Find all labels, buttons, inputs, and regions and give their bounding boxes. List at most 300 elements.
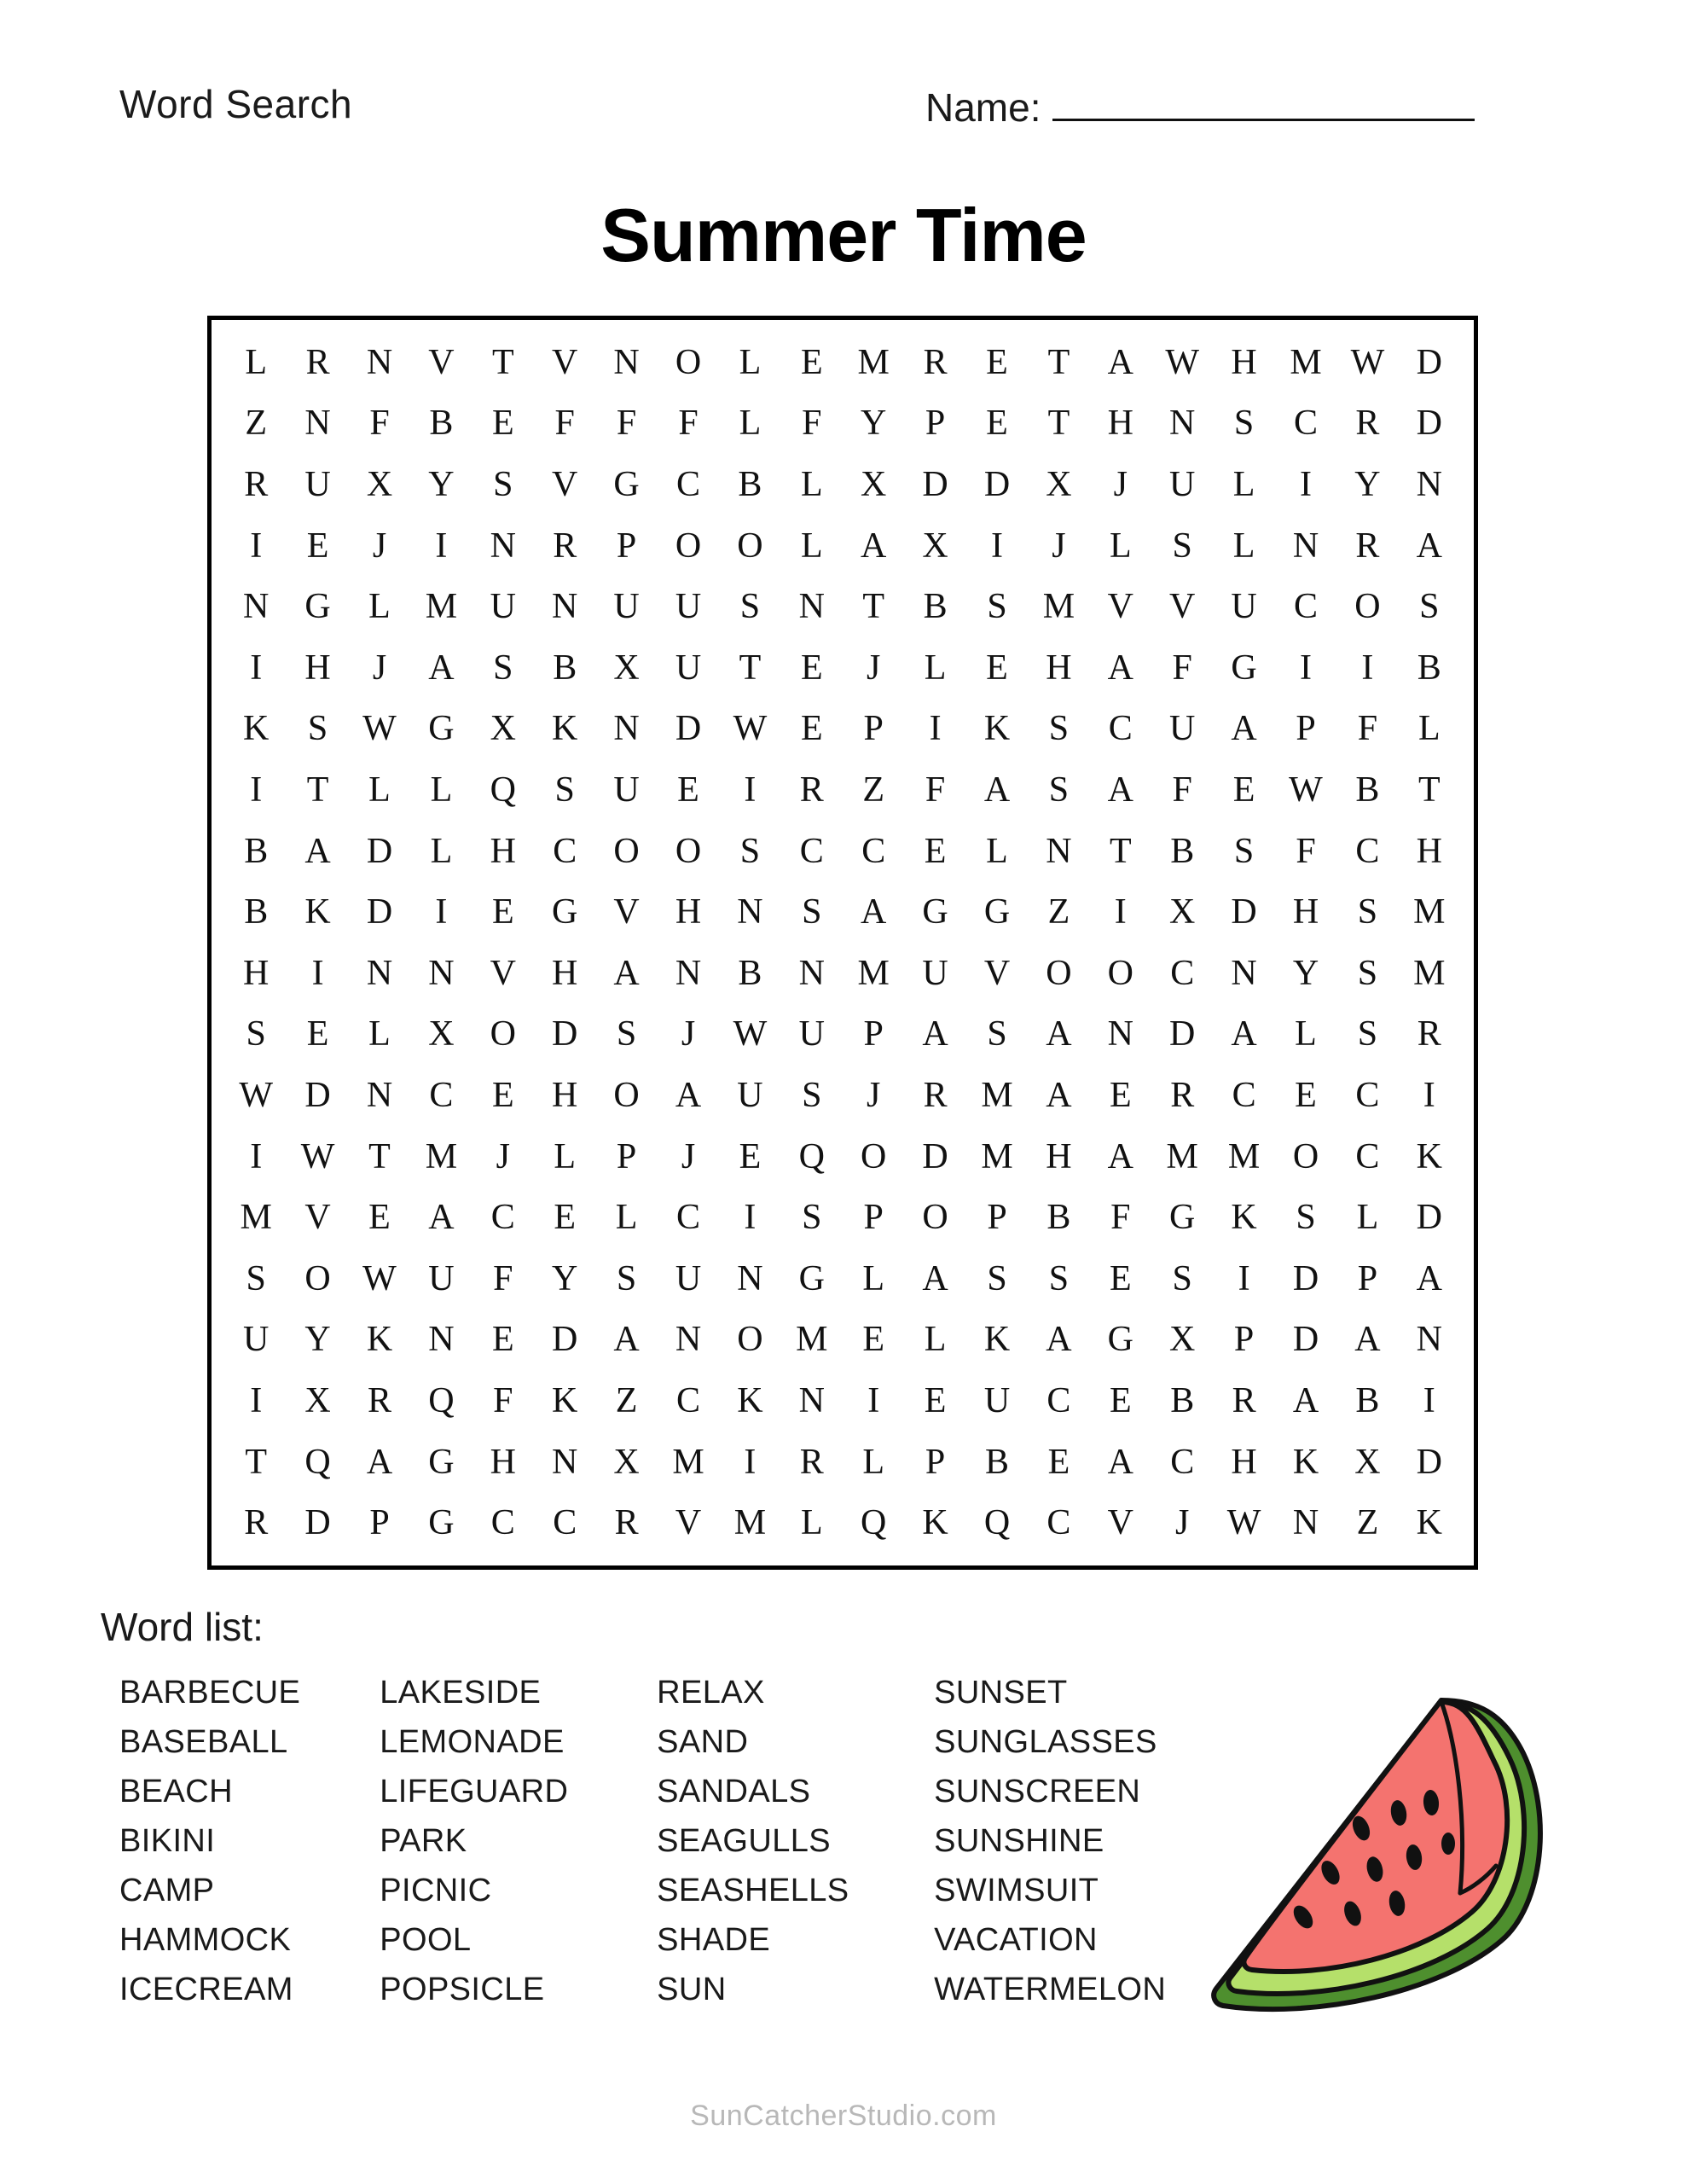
grid-cell[interactable]: K xyxy=(1292,1442,1319,1482)
grid-cell[interactable]: B xyxy=(1046,1198,1071,1238)
grid-cell[interactable]: N xyxy=(304,404,331,444)
grid-cell[interactable]: R xyxy=(1417,1014,1441,1054)
grid-cell[interactable]: N xyxy=(428,1320,455,1360)
grid-cell[interactable]: Z xyxy=(615,1380,638,1420)
grid-cell[interactable]: Y xyxy=(428,464,455,504)
grid-cell[interactable]: F xyxy=(1357,709,1378,749)
grid-cell[interactable]: A xyxy=(304,831,331,871)
grid-cell[interactable]: Q xyxy=(304,1442,331,1482)
grid-cell[interactable]: U xyxy=(428,1258,455,1298)
grid-cell[interactable]: A xyxy=(922,1258,948,1298)
grid-cell[interactable]: W xyxy=(362,1258,397,1298)
grid-cell[interactable]: E xyxy=(739,1136,762,1176)
grid-cell[interactable]: X xyxy=(304,1380,331,1420)
grid-cell[interactable]: C xyxy=(1293,587,1318,627)
grid-cell[interactable]: R xyxy=(1170,1075,1195,1115)
grid-cell[interactable]: P xyxy=(925,1442,946,1482)
grid-cell[interactable]: N xyxy=(552,587,578,627)
grid-cell[interactable]: R xyxy=(799,1442,824,1482)
grid-cell[interactable]: C xyxy=(675,1380,700,1420)
grid-cell[interactable]: S xyxy=(1419,587,1440,627)
grid-cell[interactable]: L xyxy=(1232,464,1255,504)
word-list-item[interactable]: SUNGLASSES xyxy=(934,1724,1157,1760)
grid-cell[interactable]: Z xyxy=(1356,1503,1379,1543)
word-list-item[interactable]: SHADE xyxy=(657,1922,771,1958)
grid-cell[interactable]: F xyxy=(554,404,575,444)
grid-cell[interactable]: N xyxy=(366,953,393,993)
grid-cell[interactable]: A xyxy=(1416,526,1442,566)
grid-cell[interactable]: A xyxy=(1416,1258,1442,1298)
grid-cell[interactable]: R xyxy=(1232,1380,1256,1420)
grid-cell[interactable]: L xyxy=(368,770,391,810)
grid-cell[interactable]: I xyxy=(435,892,448,932)
grid-cell[interactable]: I xyxy=(1423,1380,1435,1420)
grid-cell[interactable]: F xyxy=(802,404,822,444)
grid-cell[interactable]: X xyxy=(613,1442,640,1482)
grid-cell[interactable]: A xyxy=(366,1442,393,1482)
grid-cell[interactable]: K xyxy=(1416,1503,1442,1543)
grid-cell[interactable]: V xyxy=(613,892,640,932)
grid-cell[interactable]: L xyxy=(368,1014,391,1054)
grid-cell[interactable]: Z xyxy=(245,404,268,444)
grid-cell[interactable]: E xyxy=(862,1320,885,1360)
grid-cell[interactable]: N xyxy=(1169,404,1196,444)
grid-cell[interactable]: U xyxy=(1169,464,1196,504)
word-list-item[interactable]: SWIMSUIT xyxy=(934,1873,1099,1908)
grid-cell[interactable]: A xyxy=(1107,1442,1133,1482)
grid-cell[interactable]: W xyxy=(733,1014,768,1054)
grid-cell[interactable]: T xyxy=(1047,404,1070,444)
grid-cell[interactable]: Y xyxy=(552,1258,578,1298)
grid-cell[interactable]: A xyxy=(861,892,887,932)
grid-cell[interactable]: S xyxy=(739,587,761,627)
grid-cell[interactable]: C xyxy=(861,831,886,871)
grid-cell[interactable]: S xyxy=(802,1075,822,1115)
grid-cell[interactable]: L xyxy=(1109,526,1132,566)
grid-cell[interactable]: B xyxy=(1170,831,1195,871)
grid-cell[interactable]: R xyxy=(553,526,577,566)
grid-cell[interactable]: E xyxy=(986,342,1008,382)
grid-cell[interactable]: K xyxy=(922,1503,948,1543)
word-list-item[interactable]: LIFEGUARD xyxy=(380,1774,569,1809)
grid-cell[interactable]: O xyxy=(1354,587,1381,627)
grid-cell[interactable]: B xyxy=(1355,1380,1380,1420)
grid-cell[interactable]: S xyxy=(1357,1014,1378,1054)
grid-cell[interactable]: L xyxy=(924,1320,947,1360)
grid-cell[interactable]: A xyxy=(922,1014,948,1054)
grid-cell[interactable]: C xyxy=(799,831,824,871)
grid-cell[interactable]: U xyxy=(737,1075,763,1115)
grid-cell[interactable]: X xyxy=(1169,1320,1196,1360)
grid-cell[interactable]: P xyxy=(863,1198,884,1238)
grid-cell[interactable]: A xyxy=(1354,1320,1381,1360)
grid-cell[interactable]: V xyxy=(428,342,455,382)
grid-cell[interactable]: R xyxy=(923,1075,948,1115)
grid-cell[interactable]: W xyxy=(733,709,768,749)
grid-cell[interactable]: A xyxy=(1107,1136,1133,1176)
grid-cell[interactable]: N xyxy=(798,587,825,627)
grid-cell[interactable]: X xyxy=(366,464,393,504)
grid-cell[interactable]: R xyxy=(923,342,948,382)
grid-cell[interactable]: L xyxy=(1295,1014,1317,1054)
grid-cell[interactable]: P xyxy=(616,526,637,566)
grid-cell[interactable]: R xyxy=(1355,526,1380,566)
grid-cell[interactable]: A xyxy=(613,1320,640,1360)
grid-cell[interactable]: E xyxy=(1047,1442,1070,1482)
grid-cell[interactable]: P xyxy=(863,1014,884,1054)
grid-cell[interactable]: S xyxy=(246,1014,266,1054)
grid-cell[interactable]: K xyxy=(552,1380,578,1420)
grid-cell[interactable]: W xyxy=(1226,1503,1261,1543)
grid-cell[interactable]: U xyxy=(675,1258,702,1298)
grid-cell[interactable]: K xyxy=(1416,1136,1442,1176)
grid-cell[interactable]: N xyxy=(366,1075,393,1115)
grid-cell[interactable]: V xyxy=(675,1503,702,1543)
grid-cell[interactable]: H xyxy=(1416,831,1442,871)
grid-cell[interactable]: M xyxy=(1166,1136,1198,1176)
grid-cell[interactable]: E xyxy=(1109,1258,1132,1298)
grid-cell[interactable]: D xyxy=(675,709,702,749)
grid-cell[interactable]: O xyxy=(613,1075,640,1115)
grid-cell[interactable]: E xyxy=(306,1014,329,1054)
grid-cell[interactable]: T xyxy=(862,587,885,627)
grid-cell[interactable]: U xyxy=(1231,587,1257,627)
grid-cell[interactable]: R xyxy=(799,770,824,810)
word-list-item[interactable]: ICECREAM xyxy=(119,1972,293,2007)
grid-cell[interactable]: E xyxy=(1109,1380,1132,1420)
grid-cell[interactable]: M xyxy=(981,1136,1013,1176)
word-list-item[interactable]: BASEBALL xyxy=(119,1724,288,1760)
word-list-item[interactable]: BARBECUE xyxy=(119,1675,301,1711)
grid-cell[interactable]: Y xyxy=(861,404,887,444)
grid-cell[interactable]: V xyxy=(1169,587,1196,627)
grid-cell[interactable]: X xyxy=(861,464,887,504)
grid-cell[interactable]: V xyxy=(983,953,1011,993)
grid-cell[interactable]: E xyxy=(491,1075,514,1115)
grid-cell[interactable]: G xyxy=(428,1503,455,1543)
name-input-line[interactable] xyxy=(1052,81,1475,121)
grid-cell[interactable]: I xyxy=(1114,892,1127,932)
grid-cell[interactable]: M xyxy=(672,1442,704,1482)
grid-cell[interactable]: R xyxy=(244,464,269,504)
grid-cell[interactable]: O xyxy=(490,1014,516,1054)
grid-cell[interactable]: W xyxy=(1289,770,1323,810)
grid-cell[interactable]: B xyxy=(1170,1380,1195,1420)
grid-cell[interactable]: Q xyxy=(798,1136,825,1176)
grid-cell[interactable]: I xyxy=(250,1380,263,1420)
grid-cell[interactable]: N xyxy=(1416,464,1442,504)
grid-cell[interactable]: H xyxy=(1231,342,1257,382)
grid-cell[interactable]: U xyxy=(798,1014,825,1054)
grid-cell[interactable]: C xyxy=(429,1075,454,1115)
grid-cell[interactable]: D xyxy=(1416,1198,1442,1238)
grid-cell[interactable]: I xyxy=(1299,464,1312,504)
grid-cell[interactable]: L xyxy=(862,1442,885,1482)
grid-cell[interactable]: I xyxy=(1423,1075,1435,1115)
grid-cell[interactable]: T xyxy=(739,648,762,688)
grid-cell[interactable]: E xyxy=(1295,1075,1317,1115)
grid-cell[interactable]: V xyxy=(490,953,516,993)
grid-cell[interactable]: G xyxy=(304,587,331,627)
grid-cell[interactable]: S xyxy=(1357,892,1378,932)
grid-cell[interactable]: I xyxy=(311,953,324,993)
grid-cell[interactable]: E xyxy=(368,1198,391,1238)
grid-cell[interactable]: T xyxy=(1109,831,1132,871)
grid-cell[interactable]: M xyxy=(240,1198,272,1238)
grid-cell[interactable]: C xyxy=(553,831,577,871)
grid-cell[interactable]: E xyxy=(491,892,514,932)
grid-cell[interactable]: S xyxy=(987,587,1007,627)
grid-cell[interactable]: U xyxy=(613,587,640,627)
grid-cell[interactable]: P xyxy=(1357,1258,1378,1298)
grid-cell[interactable]: S xyxy=(246,1258,266,1298)
grid-cell[interactable]: A xyxy=(1292,1380,1319,1420)
grid-cell[interactable]: O xyxy=(737,526,763,566)
grid-cell[interactable]: N xyxy=(1416,1320,1442,1360)
grid-cell[interactable]: B xyxy=(738,464,762,504)
grid-cell[interactable]: V xyxy=(304,1198,331,1238)
grid-cell[interactable]: K xyxy=(552,709,578,749)
grid-cell[interactable]: E xyxy=(800,342,823,382)
grid-cell[interactable]: P xyxy=(987,1198,1007,1238)
word-list-item[interactable]: POPSICLE xyxy=(380,1972,545,2007)
word-list-item[interactable]: WATERMELON xyxy=(934,1972,1167,2007)
grid-cell[interactable]: W xyxy=(1350,342,1385,382)
grid-cell[interactable]: U xyxy=(304,464,331,504)
grid-cell[interactable]: D xyxy=(922,464,948,504)
grid-cell[interactable]: O xyxy=(737,1320,763,1360)
grid-cell[interactable]: P xyxy=(1233,1320,1255,1360)
grid-cell[interactable]: N xyxy=(675,953,702,993)
grid-cell[interactable]: A xyxy=(428,648,455,688)
grid-cell[interactable]: D xyxy=(304,1503,331,1543)
grid-cell[interactable]: M xyxy=(1413,892,1446,932)
grid-cell[interactable]: W xyxy=(362,709,397,749)
grid-cell[interactable]: N xyxy=(1231,953,1257,993)
grid-cell[interactable]: I xyxy=(990,526,1003,566)
grid-cell[interactable]: M xyxy=(733,1503,767,1543)
grid-cell[interactable]: S xyxy=(493,464,513,504)
grid-cell[interactable]: Y xyxy=(304,1320,331,1360)
grid-cell[interactable]: C xyxy=(1170,953,1195,993)
grid-cell[interactable]: N xyxy=(366,342,393,382)
grid-cell[interactable]: R xyxy=(1355,404,1380,444)
grid-cell[interactable]: C xyxy=(1355,1075,1380,1115)
grid-cell[interactable]: P xyxy=(863,709,884,749)
grid-cell[interactable]: I xyxy=(744,770,757,810)
grid-cell[interactable]: H xyxy=(490,831,516,871)
grid-cell[interactable]: N xyxy=(1292,526,1319,566)
grid-cell[interactable]: M xyxy=(1227,1136,1261,1176)
word-list-item[interactable]: PARK xyxy=(380,1823,467,1859)
grid-cell[interactable]: L xyxy=(800,1503,823,1543)
grid-cell[interactable]: V xyxy=(552,464,578,504)
grid-cell[interactable]: S xyxy=(739,831,761,871)
grid-cell[interactable]: X xyxy=(1046,464,1072,504)
grid-cell[interactable]: F xyxy=(493,1258,513,1298)
grid-cell[interactable]: C xyxy=(1046,1503,1071,1543)
grid-cell[interactable]: K xyxy=(737,1380,763,1420)
grid-cell[interactable]: K xyxy=(304,892,331,932)
word-list-item[interactable]: SUNSHINE xyxy=(934,1823,1104,1859)
grid-cell[interactable]: Y xyxy=(1354,464,1381,504)
grid-cell[interactable]: T xyxy=(491,342,514,382)
grid-cell[interactable]: A xyxy=(1107,770,1133,810)
word-list-item[interactable]: BEACH xyxy=(119,1774,233,1809)
grid-cell[interactable]: X xyxy=(922,526,948,566)
grid-cell[interactable]: N xyxy=(552,1442,578,1482)
grid-cell[interactable]: G xyxy=(1231,648,1257,688)
grid-cell[interactable]: M xyxy=(1413,953,1446,993)
grid-cell[interactable]: G xyxy=(552,892,578,932)
grid-cell[interactable]: U xyxy=(243,1320,270,1360)
grid-cell[interactable]: F xyxy=(1172,648,1192,688)
grid-cell[interactable]: D xyxy=(552,1320,578,1360)
grid-cell[interactable]: D xyxy=(922,1136,948,1176)
grid-cell[interactable]: R xyxy=(244,1503,269,1543)
grid-cell[interactable]: F xyxy=(1296,831,1316,871)
grid-cell[interactable]: C xyxy=(1293,404,1318,444)
grid-cell[interactable]: O xyxy=(922,1198,948,1238)
grid-cell[interactable]: V xyxy=(1107,1503,1133,1543)
grid-cell[interactable]: D xyxy=(1416,404,1442,444)
grid-cell[interactable]: O xyxy=(675,831,702,871)
grid-cell[interactable]: P xyxy=(369,1503,390,1543)
grid-cell[interactable]: F xyxy=(1110,1198,1131,1238)
grid-cell[interactable]: M xyxy=(981,1075,1013,1115)
grid-cell[interactable]: J xyxy=(1175,1503,1190,1543)
word-list-item[interactable]: POOL xyxy=(380,1922,472,1958)
grid-cell[interactable]: S xyxy=(802,892,822,932)
grid-cell[interactable]: S xyxy=(616,1014,637,1054)
grid-cell[interactable]: M xyxy=(1290,342,1322,382)
grid-cell[interactable]: I xyxy=(250,770,263,810)
grid-cell[interactable]: C xyxy=(1046,1380,1071,1420)
grid-cell[interactable]: I xyxy=(1238,1258,1250,1298)
grid-cell[interactable]: J xyxy=(372,648,387,688)
grid-cell[interactable]: Z xyxy=(1047,892,1070,932)
grid-cell[interactable]: B xyxy=(923,587,948,627)
grid-cell[interactable]: E xyxy=(677,770,699,810)
grid-cell[interactable]: B xyxy=(553,648,577,688)
grid-cell[interactable]: D xyxy=(1292,1258,1319,1298)
grid-cell[interactable]: H xyxy=(304,648,331,688)
grid-cell[interactable]: J xyxy=(372,526,387,566)
grid-cell[interactable]: H xyxy=(1046,648,1072,688)
grid-cell[interactable]: T xyxy=(245,1442,268,1482)
grid-cell[interactable]: I xyxy=(867,1380,880,1420)
grid-cell[interactable]: H xyxy=(243,953,270,993)
grid-cell[interactable]: L xyxy=(554,1136,577,1176)
grid-cell[interactable]: A xyxy=(1231,709,1257,749)
grid-cell[interactable]: L xyxy=(430,770,453,810)
grid-cell[interactable]: R xyxy=(614,1503,639,1543)
grid-cell[interactable]: C xyxy=(675,464,700,504)
grid-cell[interactable]: E xyxy=(1109,1075,1132,1115)
word-list-item[interactable]: SUN xyxy=(657,1972,727,2007)
grid-cell[interactable]: X xyxy=(1354,1442,1381,1482)
grid-cell[interactable]: I xyxy=(1299,648,1312,688)
grid-cell[interactable]: G xyxy=(1107,1320,1133,1360)
grid-cell[interactable]: A xyxy=(983,770,1011,810)
grid-cell[interactable]: L xyxy=(430,831,453,871)
grid-cell[interactable]: S xyxy=(1233,831,1255,871)
word-list-item[interactable]: SUNSCREEN xyxy=(934,1774,1141,1809)
grid-cell[interactable]: I xyxy=(1361,648,1374,688)
grid-cell[interactable]: S xyxy=(493,648,513,688)
grid-cell[interactable]: E xyxy=(491,1320,514,1360)
grid-cell[interactable]: Q xyxy=(490,770,516,810)
grid-cell[interactable]: L xyxy=(1417,709,1441,749)
grid-cell[interactable]: N xyxy=(1046,831,1072,871)
grid-cell[interactable]: N xyxy=(613,342,640,382)
grid-cell[interactable]: D xyxy=(983,464,1011,504)
grid-cell[interactable]: L xyxy=(739,342,762,382)
grid-cell[interactable]: Q xyxy=(861,1503,887,1543)
grid-cell[interactable]: U xyxy=(675,648,702,688)
grid-cell[interactable]: A xyxy=(1046,1014,1072,1054)
grid-cell[interactable]: D xyxy=(552,1014,578,1054)
grid-cell[interactable]: H xyxy=(552,953,578,993)
grid-cell[interactable]: H xyxy=(675,892,702,932)
grid-cell[interactable]: E xyxy=(306,526,329,566)
grid-cell[interactable]: C xyxy=(490,1198,515,1238)
grid-cell[interactable]: A xyxy=(861,526,887,566)
grid-cell[interactable]: M xyxy=(425,587,458,627)
grid-cell[interactable]: A xyxy=(1231,1014,1257,1054)
grid-cell[interactable]: S xyxy=(554,770,575,810)
grid-cell[interactable]: J xyxy=(867,1075,881,1115)
grid-cell[interactable]: P xyxy=(1296,709,1316,749)
grid-cell[interactable]: L xyxy=(368,587,391,627)
grid-cell[interactable]: E xyxy=(924,831,947,871)
grid-cell[interactable]: B xyxy=(429,404,454,444)
grid-cell[interactable]: L xyxy=(739,404,762,444)
grid-cell[interactable]: F xyxy=(616,404,637,444)
grid-cell[interactable]: F xyxy=(369,404,390,444)
word-list-item[interactable]: HAMMOCK xyxy=(119,1922,292,1958)
grid-cell[interactable]: B xyxy=(244,831,269,871)
grid-cell[interactable]: J xyxy=(681,1014,696,1054)
grid-cell[interactable]: L xyxy=(862,1258,885,1298)
grid-cell[interactable]: O xyxy=(613,831,640,871)
grid-cell[interactable]: D xyxy=(304,1075,331,1115)
word-list-item[interactable]: BIKINI xyxy=(119,1823,216,1859)
grid-cell[interactable]: E xyxy=(554,1198,577,1238)
grid-cell[interactable]: C xyxy=(1232,1075,1256,1115)
grid-cell[interactable]: N xyxy=(737,892,763,932)
grid-cell[interactable]: N xyxy=(798,953,825,993)
grid-cell[interactable]: D xyxy=(1416,1442,1442,1482)
grid-cell[interactable]: F xyxy=(493,1380,513,1420)
grid-cell[interactable]: I xyxy=(250,526,263,566)
grid-cell[interactable]: X xyxy=(490,709,516,749)
grid-cell[interactable]: Y xyxy=(1292,953,1319,993)
grid-cell[interactable]: L xyxy=(986,831,1008,871)
grid-cell[interactable]: F xyxy=(1172,770,1192,810)
word-list-item[interactable]: SEASHELLS xyxy=(657,1873,849,1908)
grid-cell[interactable]: B xyxy=(984,1442,1009,1482)
grid-cell[interactable]: S xyxy=(1048,709,1070,749)
grid-cell[interactable]: S xyxy=(1296,1198,1316,1238)
grid-cell[interactable]: T xyxy=(1417,770,1441,810)
grid-cell[interactable]: I xyxy=(435,526,448,566)
grid-cell[interactable]: L xyxy=(800,526,823,566)
grid-cell[interactable]: J xyxy=(681,1136,696,1176)
grid-cell[interactable]: L xyxy=(924,648,947,688)
grid-cell[interactable]: O xyxy=(861,1136,887,1176)
grid-cell[interactable]: E xyxy=(924,1380,947,1420)
